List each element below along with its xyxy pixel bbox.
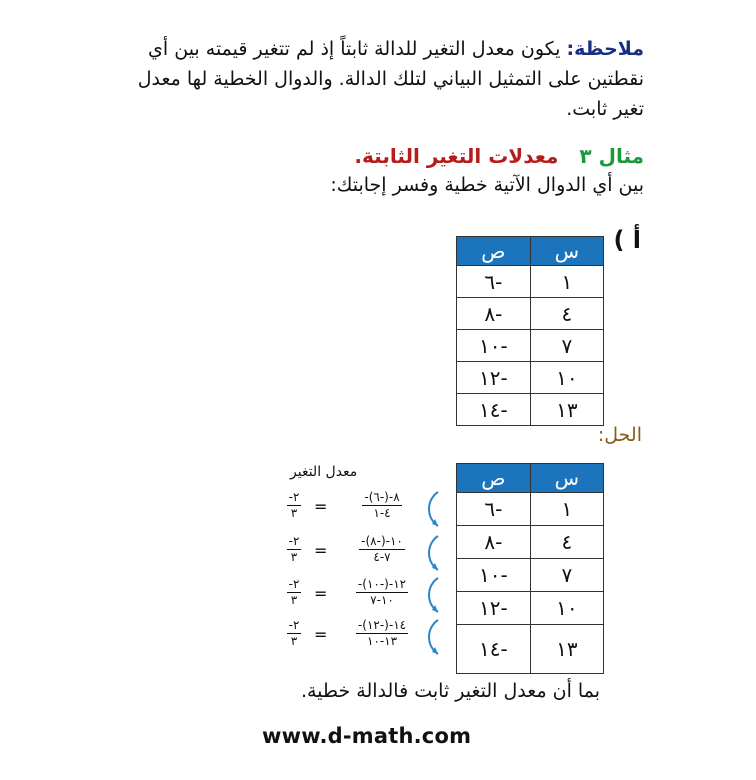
table-row bbox=[457, 330, 604, 362]
table-row bbox=[457, 493, 604, 526]
rate-of-change-label: معدل التغير bbox=[290, 464, 358, 480]
fraction-numerator: -١٤-(-١٢) bbox=[357, 618, 407, 632]
example-heading bbox=[354, 144, 644, 168]
curved-arrow-icon bbox=[429, 492, 438, 526]
cell-x: ٤ bbox=[530, 526, 603, 559]
table-row bbox=[457, 298, 604, 330]
rate-fraction bbox=[334, 490, 430, 521]
result-numerator: -٢ bbox=[288, 618, 300, 632]
equals-sign: = bbox=[314, 625, 328, 644]
cell-y: -١٢ bbox=[457, 362, 531, 394]
cell-y: -١٤ bbox=[457, 394, 531, 426]
cell-y: -١٠ bbox=[457, 559, 531, 592]
cell-x: ١٠ bbox=[530, 592, 603, 625]
rate-fraction bbox=[334, 577, 430, 608]
cell-x: ٧ bbox=[530, 330, 603, 362]
result-numerator: -٢ bbox=[288, 490, 300, 504]
conclusion-text: بما أن معدل التغير ثابت فالدالة خطية. bbox=[300, 680, 600, 702]
fraction-denominator: ٧-٤ bbox=[373, 550, 391, 564]
rate-row-3 bbox=[282, 577, 432, 609]
cell-y: -٦ bbox=[457, 266, 531, 298]
result-denominator: ٣ bbox=[290, 550, 298, 564]
result-denominator: ٣ bbox=[290, 506, 298, 520]
cell-y: -١٢ bbox=[457, 592, 531, 625]
equals-sign: = bbox=[314, 497, 328, 516]
note-paragraph bbox=[124, 34, 644, 124]
table-header-x: س bbox=[530, 464, 603, 493]
example-number: مثال ٣ bbox=[579, 144, 644, 168]
solution-table bbox=[456, 463, 604, 674]
rate-result bbox=[282, 534, 306, 565]
cell-x: ١ bbox=[530, 266, 603, 298]
cell-y: -١٤ bbox=[457, 625, 531, 674]
result-numerator: -٢ bbox=[288, 534, 300, 548]
rate-result bbox=[282, 618, 306, 649]
equals-sign: = bbox=[314, 541, 328, 560]
table-header-y: ص bbox=[457, 464, 531, 493]
result-denominator: ٣ bbox=[290, 593, 298, 607]
table-row bbox=[457, 559, 604, 592]
cell-x: ١ bbox=[530, 493, 603, 526]
part-label: أ ) bbox=[613, 226, 641, 254]
rate-row-4 bbox=[282, 618, 432, 650]
rate-row-1 bbox=[282, 490, 432, 522]
curved-arrow-icon bbox=[429, 578, 438, 612]
note-text: يكون معدل التغير للدالة ثابتاً إذ لم تتغير قيمته بين أي نقطتين على التمثيل البياني لتلك الدالة. والدوال الخطية لها معدل تغير ثابت. bbox=[137, 38, 644, 120]
table-row bbox=[457, 394, 604, 426]
fraction-numerator: -١٢-(-١٠) bbox=[357, 577, 407, 591]
note-keyword: ملاحظة: bbox=[566, 38, 644, 60]
connector-arrows bbox=[424, 488, 450, 658]
example-title: معدلات التغير الثابتة. bbox=[354, 144, 559, 168]
table-header-y: ص bbox=[457, 237, 531, 266]
fraction-numerator: -١٠-(-٨) bbox=[361, 534, 403, 548]
fraction-denominator: ١٣-١٠ bbox=[366, 634, 398, 648]
fraction-numerator: -٨-(-٦) bbox=[364, 490, 400, 504]
table-header-row bbox=[457, 464, 604, 493]
result-denominator: ٣ bbox=[290, 634, 298, 648]
table-row bbox=[457, 362, 604, 394]
table-row bbox=[457, 526, 604, 559]
curved-arrow-icon bbox=[429, 536, 438, 570]
table-row bbox=[457, 266, 604, 298]
table-header-x: س bbox=[530, 237, 603, 266]
solution-label: الحل: bbox=[597, 424, 642, 446]
table-header-row bbox=[457, 237, 604, 266]
function-table bbox=[456, 236, 604, 426]
footer-url: www.d-math.com bbox=[262, 724, 472, 748]
rate-row-2 bbox=[282, 534, 432, 566]
cell-x: ٤ bbox=[530, 298, 603, 330]
curved-arrow-icon bbox=[429, 620, 438, 654]
cell-y: -١٠ bbox=[457, 330, 531, 362]
fraction-denominator: ١٠-٧ bbox=[370, 593, 394, 607]
cell-y: -٨ bbox=[457, 298, 531, 330]
fraction-denominator: ٤-١ bbox=[373, 506, 391, 520]
rate-fraction bbox=[334, 618, 430, 649]
table-row bbox=[457, 625, 604, 674]
question-text: بين أي الدوال الآتية خطية وفسر إجابتك: bbox=[330, 174, 644, 196]
rate-result bbox=[282, 577, 306, 608]
rate-result bbox=[282, 490, 306, 521]
cell-y: -٨ bbox=[457, 526, 531, 559]
cell-y: -٦ bbox=[457, 493, 531, 526]
table-row bbox=[457, 592, 604, 625]
equals-sign: = bbox=[314, 584, 328, 603]
cell-x: ١٠ bbox=[530, 362, 603, 394]
rate-fraction bbox=[334, 534, 430, 565]
cell-x: ٧ bbox=[530, 559, 603, 592]
cell-x: ١٣ bbox=[530, 625, 603, 674]
result-numerator: -٢ bbox=[288, 577, 300, 591]
cell-x: ١٣ bbox=[530, 394, 603, 426]
